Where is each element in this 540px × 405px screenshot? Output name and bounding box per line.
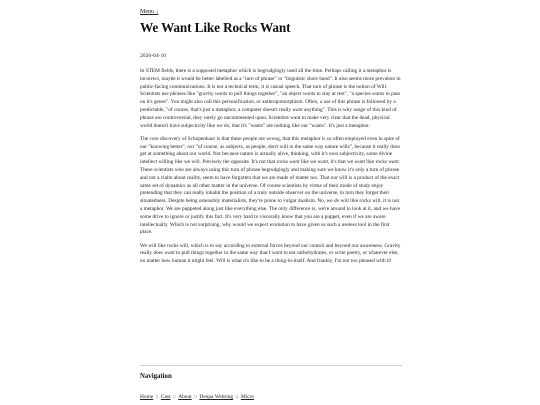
nav-link-about[interactable]: About (178, 394, 192, 400)
navigation-heading: Navigation (140, 373, 172, 380)
divider (140, 365, 402, 366)
article-paragraph (140, 68, 402, 130)
paragraph-text: In STEM fields, there is a supposed metaphor which is begrudgingly used all the time. Perhaps calling it a metaphor is incorrect, maybe it would be better labelled as a "turn of phrase" or "linguistic short-hand". It also seems more prevalent in public-facing communications. It is not a technical term, it is casual speech. That turn of phrase is the notion of Will. Scientists use phrases like "gravity (140, 68, 401, 98)
paragraph-text: . These scientists who are always using this turn of phrase begrudgingly and making sure we know it's only a turn of phrase and not a claim about reality, seem to have forgotten that we are made of matter too. That our will is a product of the exact same set of dynamics as all other matter in the universe. Of course scientists by virtue of their mode of study enjoy pretending that they can really inhabit the position of a truly outside observer on the universe, in turn they forget their situatedness. Despite being ostensibly materialists, they're prone to vulgar dualism. No, we (140, 159, 401, 205)
nav-link-home[interactable]: Home (140, 394, 154, 400)
nav-separator: :: (171, 394, 178, 400)
paragraph-text: We will like rocks will, which is to say according to external forces beyond our control and beyond our awareness. Gravity really does (140, 242, 401, 257)
post-date: 2026-04-10 (140, 53, 167, 59)
paragraph-text: will like rocks will, it is not a metaphor. We are puppeted along just like everything else. The only difference is, we're around to look at it, and we have some drive to ignore or justify this fact. It's very hard to viscerally know that you are a puppet, even if we are aware intellectually. Which is not surprising, why would we expect evolution to have given us such a useless tool in the first place. (140, 198, 400, 236)
emphasized-text: wants (371, 91, 385, 98)
article-body (140, 68, 402, 271)
paragraph-text: like rocks (364, 159, 389, 166)
emphasized-text: want (354, 159, 365, 166)
article-paragraph (140, 243, 402, 266)
emphasized-text: want (289, 159, 300, 166)
nav-link-micro[interactable]: Micro (240, 394, 255, 400)
article-paragraph (140, 136, 402, 237)
emphasized-text: want (292, 106, 303, 113)
nav-separator: :: (234, 394, 240, 400)
nav-separator: :: (154, 394, 160, 400)
nav-separator: :: (192, 394, 199, 400)
nav-link-denpa-webring[interactable]: Denpa Webring (199, 394, 234, 400)
emphasized-text: want (271, 250, 283, 257)
emphasized-text: wants (302, 91, 316, 98)
navigation-links (140, 394, 254, 400)
paragraph-text: anything". This is why usage of this kind of phrase are controversial, they rarely go uncommented upon. Scientists want to make very clear that the dead, physical world doesn't have subjectivity like we do, that it's "wants" are nothing like our "wants". It's just a metaphor. (140, 106, 397, 129)
paragraph-text: like we (299, 159, 318, 166)
paragraph-text: to pass on it's genes". You might also call this personification, or anthropomorphism. Often, a use of this phrase is followed by a predictable, "of course, that's just a metaphor, a computer doesn't really (140, 91, 401, 113)
emphasized-text: want (164, 250, 175, 257)
emphasized-text: wants (214, 91, 228, 98)
paragraph-text: to pull things together in the same way that I (174, 250, 272, 257)
emphasized-text: do (333, 198, 340, 205)
paragraph-text: , it's that we (327, 159, 355, 166)
emphasized-text: want (388, 159, 399, 166)
paragraph-text: to eat carbohydrates, or write poetry, or whatever else, no matter how human it might feel. Will is what it's like to be a thing-in-itself. And frankly, I'm not too pleased with it! (140, 250, 399, 265)
paragraph-text: to stay at rest", "a species (315, 91, 372, 98)
emphasized-text: want (317, 159, 328, 166)
menu-link[interactable]: Menu ↓ (140, 9, 159, 15)
page-title: We Want Like Rocks Want (140, 20, 291, 35)
paragraph-text: The core discovery of Schopenhaur is that these people are wrong, that this metaphor is so often employed even in spite of our "knowing better", our "of course, as subjects, as people, don't will in the same way nature wills", because it really does get at something about our world. Not because nature is actually alive, thinking, with it's own subjectivity, some divine intellect willing like we will. Precisely the opposite. It's not that rocks (140, 135, 400, 166)
paragraph-text: to pull things together", "an object (227, 91, 303, 98)
nav-link-cast[interactable]: Cast (160, 394, 171, 400)
